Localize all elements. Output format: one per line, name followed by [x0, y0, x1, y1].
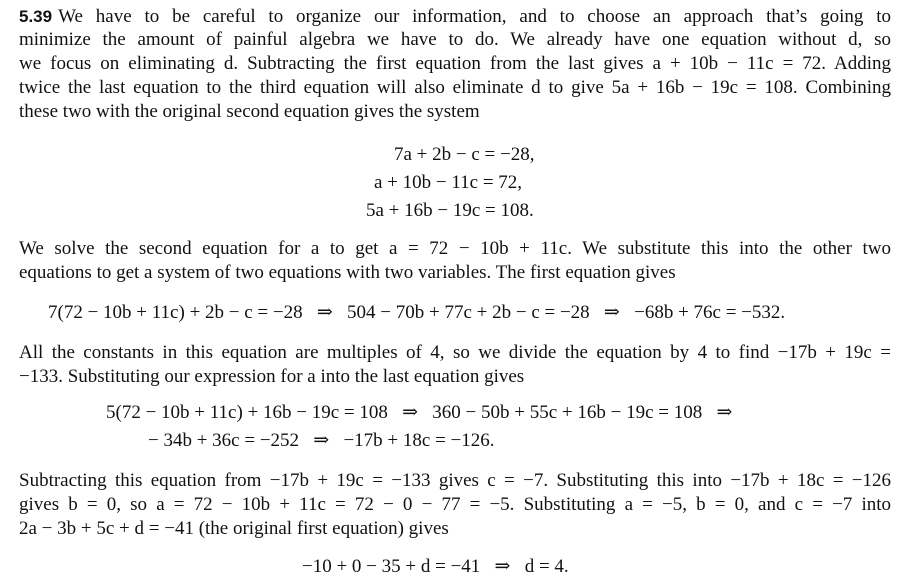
- para1-line-5: these two with the original second equation gives the system: [19, 101, 480, 122]
- para3-line-1: All the constants in this equation are multiples of 4, so we divide the equation by 4 to find −17b + 19c =: [19, 342, 891, 363]
- para1-line-1: 5.39 We have to be careful to organize our information, and to choose an approach that’s going to: [19, 6, 891, 27]
- system-eq-2: a + 10b − 11c = 72,: [374, 172, 523, 193]
- para4-line-2: gives b = 0, so a = 72 − 10b + 11c = 72 − 0 − 77 = −5. Substituting a = −5, b = 0, and c = −7 into: [19, 494, 891, 515]
- para4-line-1: Subtracting this equation from −17b + 19c = −133 gives c = −7. Substituting this into −17b + 18c = −126: [19, 470, 891, 491]
- system-eq-3: 5a + 16b − 19c = 108.: [366, 200, 534, 221]
- para2-line-2: equations to get a system of two equations with two variables. The first equation gives: [19, 262, 676, 283]
- problem-number: 5.39: [19, 7, 53, 26]
- system-eq-1: 7a + 2b − c = −28,: [394, 144, 535, 165]
- equation-second-line-1: 5(72 − 10b + 11c) + 16b − 19c = 108 ⇒ 360 − 50b + 55c + 16b − 19c = 108 ⇒: [106, 402, 733, 423]
- para3-line-2: −133. Substituting our expression for a into the last equation gives: [19, 366, 525, 387]
- equation-final: −10 + 0 − 35 + d = −41 ⇒ d = 4.: [302, 556, 569, 577]
- para4-line-3: 2a − 3b + 5c + d = −41 (the original first equation) gives: [19, 518, 449, 539]
- para1-line-2: minimize the amount of painful algebra we have to do. We already have one equation without d, so: [19, 29, 891, 50]
- para1-line-3: we focus on eliminating d. Subtracting the first equation from the last gives a + 10b − 11c = 72. Adding: [19, 53, 891, 74]
- para2-line-1: We solve the second equation for a to get a = 72 − 10b + 11c. We substitute this into the other two: [19, 238, 891, 259]
- equation-first: 7(72 − 10b + 11c) + 2b − c = −28 ⇒ 504 − 70b + 77c + 2b − c = −28 ⇒ −68b + 76c = −532.: [48, 302, 786, 323]
- equation-second-line-2: − 34b + 36c = −252 ⇒ −17b + 18c = −126.: [148, 430, 495, 451]
- para1-line-4: twice the last equation to the third equation will also eliminate d to give 5a + 16b − 19c = 108. Combining: [19, 77, 891, 98]
